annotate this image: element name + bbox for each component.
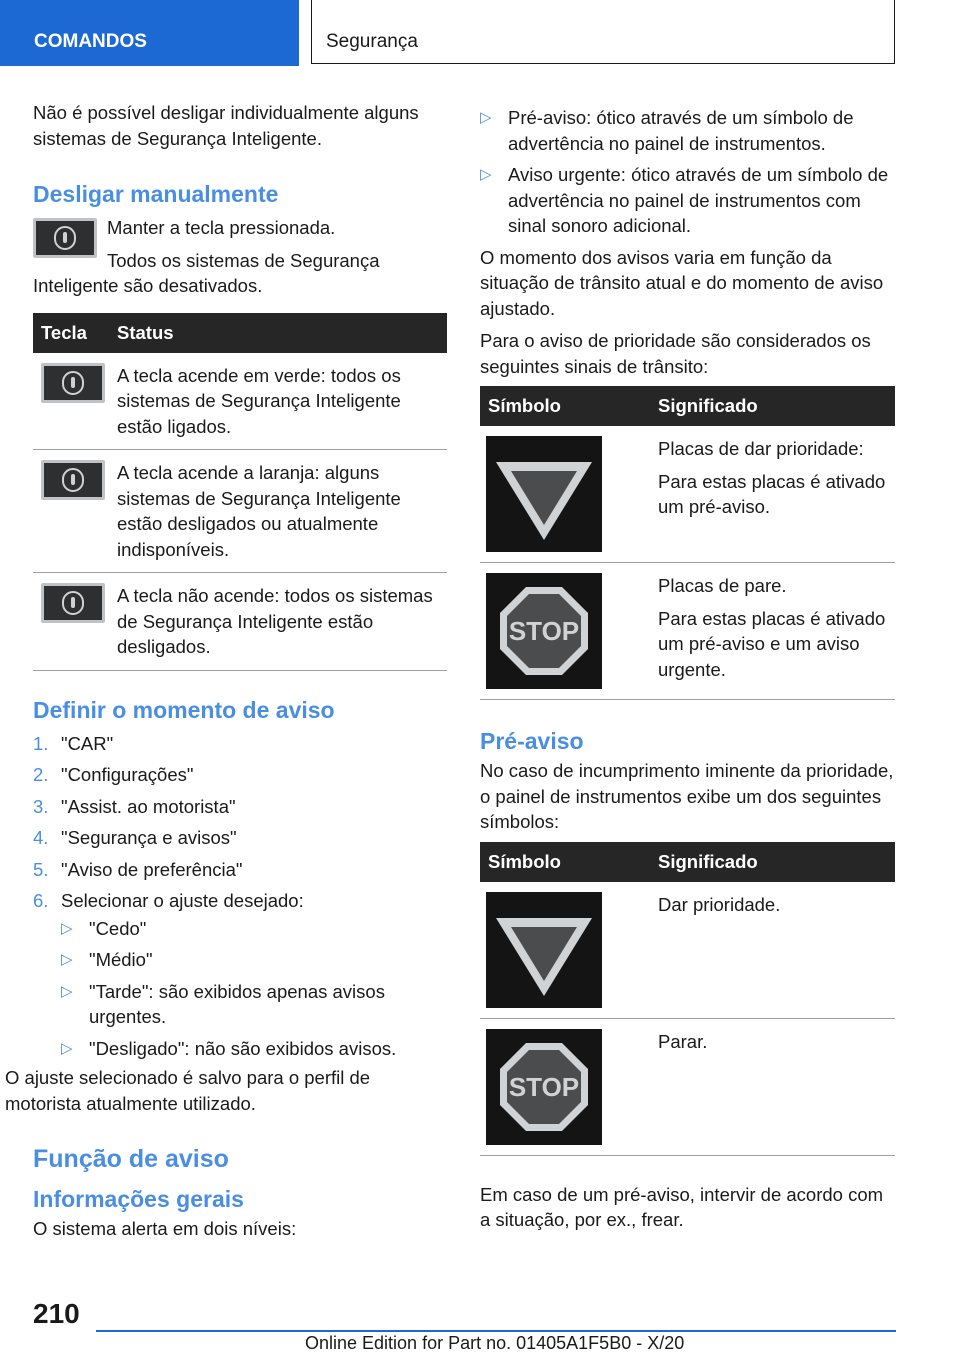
prioridade-text: Para o aviso de prioridade são considerados os seguintes sinais de trânsito: xyxy=(480,330,871,377)
status-cell: A tecla acende em verde: todos os sistemas de Segurança Inteligente estão ligados. xyxy=(109,353,447,450)
yield-sign-icon xyxy=(486,892,602,1008)
list-item: 3. "Assist. ao motorista" xyxy=(33,795,236,817)
safety-button-orange-icon xyxy=(41,460,105,500)
topic-title: Segurança xyxy=(311,0,895,64)
safety-button-icon xyxy=(33,218,97,258)
safety-button-off-icon xyxy=(41,583,105,623)
triangle-bullet-icon: ▷ xyxy=(480,166,492,183)
significado-cell: Placas de dar prioridade: Para estas placas é ativado um pré-aviso. xyxy=(650,426,895,563)
symbols-table-header-significado: Significado xyxy=(650,842,895,882)
status-table xyxy=(33,313,447,671)
table-row xyxy=(33,353,447,450)
svg-text:STOP: STOP xyxy=(508,616,580,646)
footer-divider xyxy=(96,1330,896,1332)
status-cell: A tecla acende a laranja: alguns sistemas de Segurança Inteligente estão desligados ou atualmente indisponíveis. xyxy=(109,450,447,573)
table-row xyxy=(480,1018,895,1155)
status-table-header-tecla: Tecla xyxy=(33,313,109,353)
table-row xyxy=(33,573,447,671)
stop-sign-icon xyxy=(486,1029,602,1145)
list-item: ▷ "Cedo" xyxy=(61,916,447,942)
signs-table xyxy=(480,386,895,700)
table-row xyxy=(480,563,895,700)
symbols-table xyxy=(480,842,895,1156)
levels-list xyxy=(480,105,895,239)
table-row xyxy=(33,450,447,573)
significado-cell: Parar. xyxy=(650,1018,895,1155)
steps-list xyxy=(33,731,447,1062)
manual-line-1: Manter a tecla pressionada. xyxy=(107,217,336,238)
manual-line-2: Todos os sistemas de Segurança Inteligente são desativados. xyxy=(33,249,380,296)
svg-text:STOP: STOP xyxy=(508,1071,580,1102)
heading-desligar-manualmente: Desligar manualmente xyxy=(33,181,279,207)
list-item: ▷ "Desligado": não são exibidos avisos. xyxy=(61,1036,447,1062)
ajuste-note: O ajuste selecionado é salvo para o perfil de motorista atualmente utilizado. xyxy=(5,1067,371,1114)
table-row xyxy=(480,882,895,1019)
momento-text: O momento dos avisos varia em função da situação de trânsito atual e do momento de aviso ajustado. xyxy=(480,246,884,319)
status-table-header-status: Status xyxy=(109,313,447,353)
list-item: 2. "Configurações" xyxy=(33,764,194,785)
list-item: 1. "CAR" xyxy=(33,732,114,754)
page-number: 210 xyxy=(33,1298,80,1329)
right-column xyxy=(480,103,895,1240)
symbols-table-header-simbolo: Símbolo xyxy=(480,842,650,882)
triangle-bullet-icon: ▷ xyxy=(480,109,492,126)
safety-button-green-icon xyxy=(41,363,105,403)
options-list xyxy=(61,916,447,1062)
section-tab: COMANDOS xyxy=(0,0,299,66)
table-row xyxy=(480,426,895,563)
preaviso-text: No caso de incumprimento iminente da prioridade, o painel de instrumentos exibe um dos seguintes símbolos: xyxy=(480,760,894,832)
info-text: O sistema alerta em dois níveis: xyxy=(33,1218,297,1239)
manual-block xyxy=(33,215,447,299)
list-item: ▷ Aviso urgente: ótico através de um símbolo de advertência no painel de instrumentos com sinal sonoro adicional. xyxy=(480,164,889,236)
triangle-bullet-icon: ▷ xyxy=(61,951,73,968)
closing-text: Em caso de um pré-aviso, intervir de acordo com a situação, por ex., frear. xyxy=(480,1183,884,1230)
list-item: ▷ "Tarde": são exibidos apenas avisos urgentes. xyxy=(61,980,385,1027)
signs-table-header-significado: Significado xyxy=(650,386,895,426)
significado-cell: Dar prioridade. xyxy=(650,882,895,1019)
heading-definir-momento: Definir o momento de aviso xyxy=(33,696,335,723)
triangle-bullet-icon: ▷ xyxy=(61,1039,73,1057)
list-item: 4. "Segurança e avisos" xyxy=(33,827,237,848)
status-cell: A tecla não acende: todos os sistemas de Segurança Inteligente estão desligados. xyxy=(109,573,447,671)
heading-funcao-de-aviso: Função de aviso xyxy=(33,1145,229,1173)
list-item: ▷ "Médio" xyxy=(61,947,447,973)
signs-table-header-simbolo: Símbolo xyxy=(480,386,650,426)
significado-cell: Placas de pare. Para estas placas é ativado um pré-aviso e um aviso urgente. xyxy=(650,563,895,700)
edition-text: Online Edition for Part no. 01405A1F5B0 - X/20 xyxy=(305,1333,685,1353)
yield-sign-icon xyxy=(486,436,602,552)
triangle-bullet-icon: ▷ xyxy=(61,919,73,937)
heading-informacoes-gerais: Informações gerais xyxy=(33,1186,244,1212)
list-item: 6. Selecionar o ajuste desejado: ▷ "Cedo" ▷ "Médio" ▷ "Tarde": são exibidos apenas avisos urgentes. ▷ "Desligado": não são exibidos avisos. xyxy=(33,888,447,1061)
heading-pre-aviso: Pré-aviso xyxy=(480,728,584,754)
list-item: ▷ Pré-aviso: ótico através de um símbolo de advertência no painel de instrumentos. xyxy=(480,107,854,154)
left-column xyxy=(5,100,447,1249)
list-item: 5. "Aviso de preferência" xyxy=(33,858,243,880)
intro-text: Não é possível desligar individualmente alguns sistemas de Segurança Inteligente. xyxy=(33,102,419,149)
triangle-bullet-icon: ▷ xyxy=(61,982,73,1000)
stop-sign-icon xyxy=(486,573,602,689)
page-header xyxy=(0,0,960,66)
